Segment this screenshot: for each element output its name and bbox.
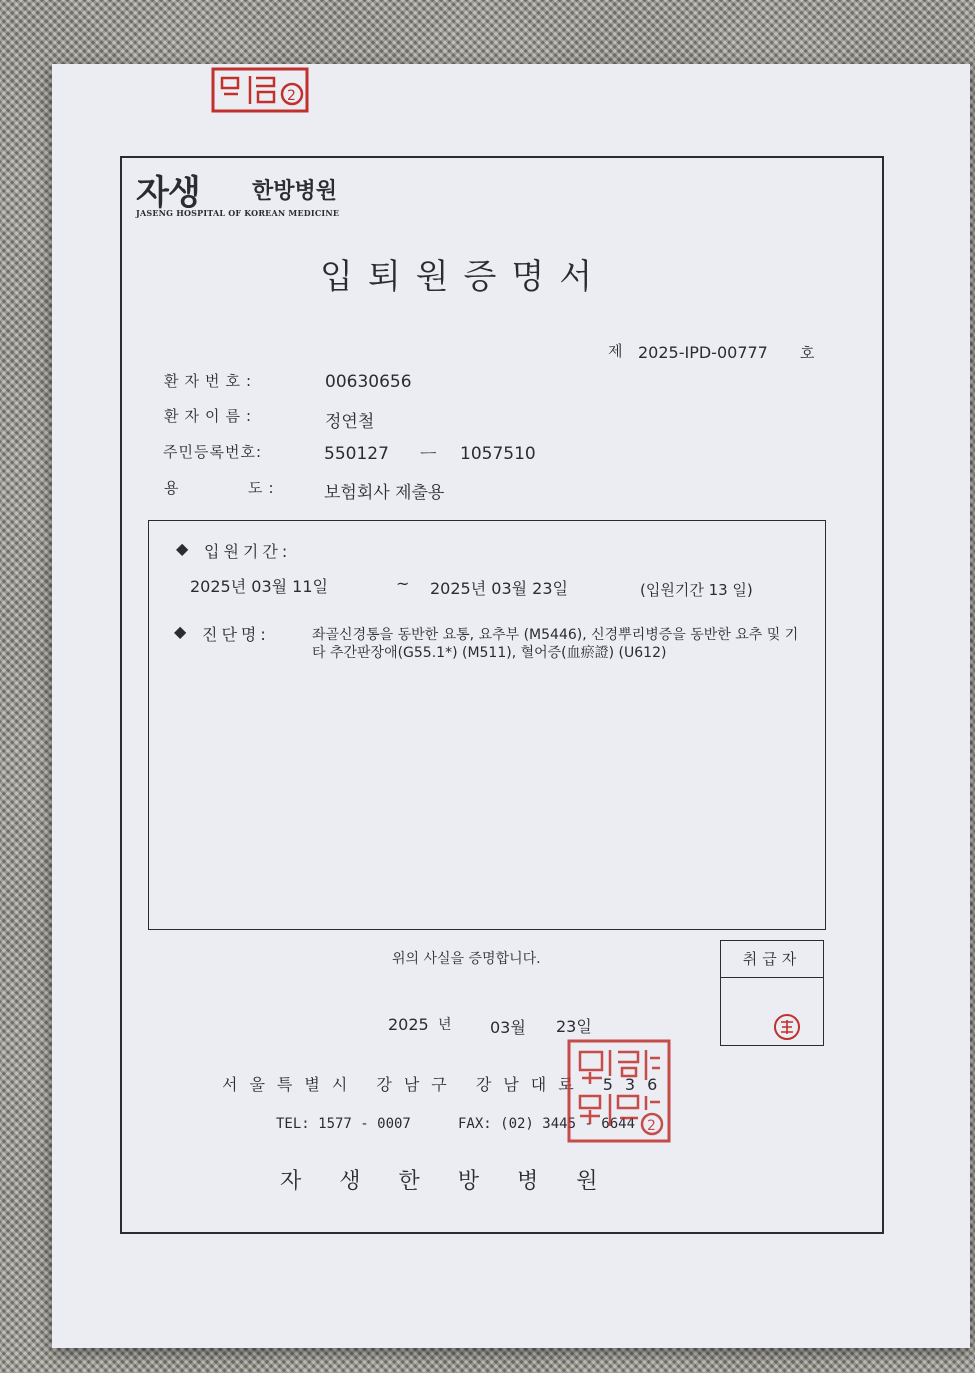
admission-tilde: ~ (396, 574, 410, 593)
hospital-tel: TEL: 1577 - 0007 (276, 1116, 411, 1132)
admission-start-date: 2025년 03월 11일 (190, 577, 328, 596)
resident-number-dash: ㅡ (420, 445, 437, 465)
diagnosis-bullet: ◆ (174, 622, 191, 641)
patient-name-value: 정연철 (325, 412, 375, 432)
handler-label: 취급자 (721, 941, 823, 978)
hospital-seal-stamp (566, 1038, 672, 1144)
resident-number-back: 1057510 (460, 444, 536, 464)
resident-number-front: 550127 (324, 444, 389, 464)
hospital-address: 서울특별시 강남구 강남대로 536 (222, 1075, 670, 1094)
admission-bullet: ◆ (176, 539, 193, 558)
document-number-suffix: 호 (800, 344, 815, 362)
certificate-paper (52, 64, 970, 1348)
issue-date-month: 03월 (490, 1018, 526, 1037)
hospital-fax: FAX: (02) 3445 - 6644 (458, 1116, 636, 1132)
certify-statement: 위의 사실을 증명합니다. (392, 951, 541, 967)
svg-text:2: 2 (287, 88, 296, 104)
svg-text:2: 2 (647, 1118, 656, 1134)
patient-id-label: 환자번호: (164, 372, 258, 390)
issue-date-year-unit: 년 (438, 1017, 452, 1033)
patient-name-label: 환자이름: (164, 407, 258, 425)
top-seal-stamp (210, 66, 310, 114)
admission-end-date: 2025년 03월 23일 (430, 579, 568, 598)
issue-date-day: 23일 (556, 1017, 592, 1036)
diagnosis-text: 좌골신경통을 동반한 요통, 요추부 (M5446), 신경뿌리병증을 동반한 요추 및 기타 추간판장애(G55.1*) (M511), 혈어증(血瘀證) (U612) (312, 627, 799, 661)
page-title: 입퇴원증명서 (320, 257, 608, 297)
issue-date-year: 2025 (388, 1015, 429, 1034)
hospital-name: 자생한방병원 (280, 1169, 636, 1194)
purpose-label-a: 용 (164, 479, 185, 497)
handler-seal-stamp (772, 1012, 802, 1042)
hospital-logo-main: 자생 (136, 173, 200, 213)
document-number: 2025-IPD-00777 (638, 343, 768, 362)
purpose-label-b: 도: (248, 479, 280, 497)
resident-number-label: 주민등록번호: (163, 443, 262, 461)
hospital-logo-sub: 한방병원 (252, 179, 338, 204)
patient-id-value: 00630656 (325, 372, 412, 392)
admission-duration: (입원기간 13 일) (640, 581, 753, 599)
diagnosis-label: 진단명: (202, 625, 270, 644)
hospital-logo-english: JASENG HOSPITAL OF KOREAN MEDICINE (136, 208, 340, 218)
admission-period-label: 입원기간: (204, 542, 292, 561)
purpose-value: 보험회사 제출용 (324, 483, 445, 503)
document-number-prefix: 제 (608, 342, 623, 360)
